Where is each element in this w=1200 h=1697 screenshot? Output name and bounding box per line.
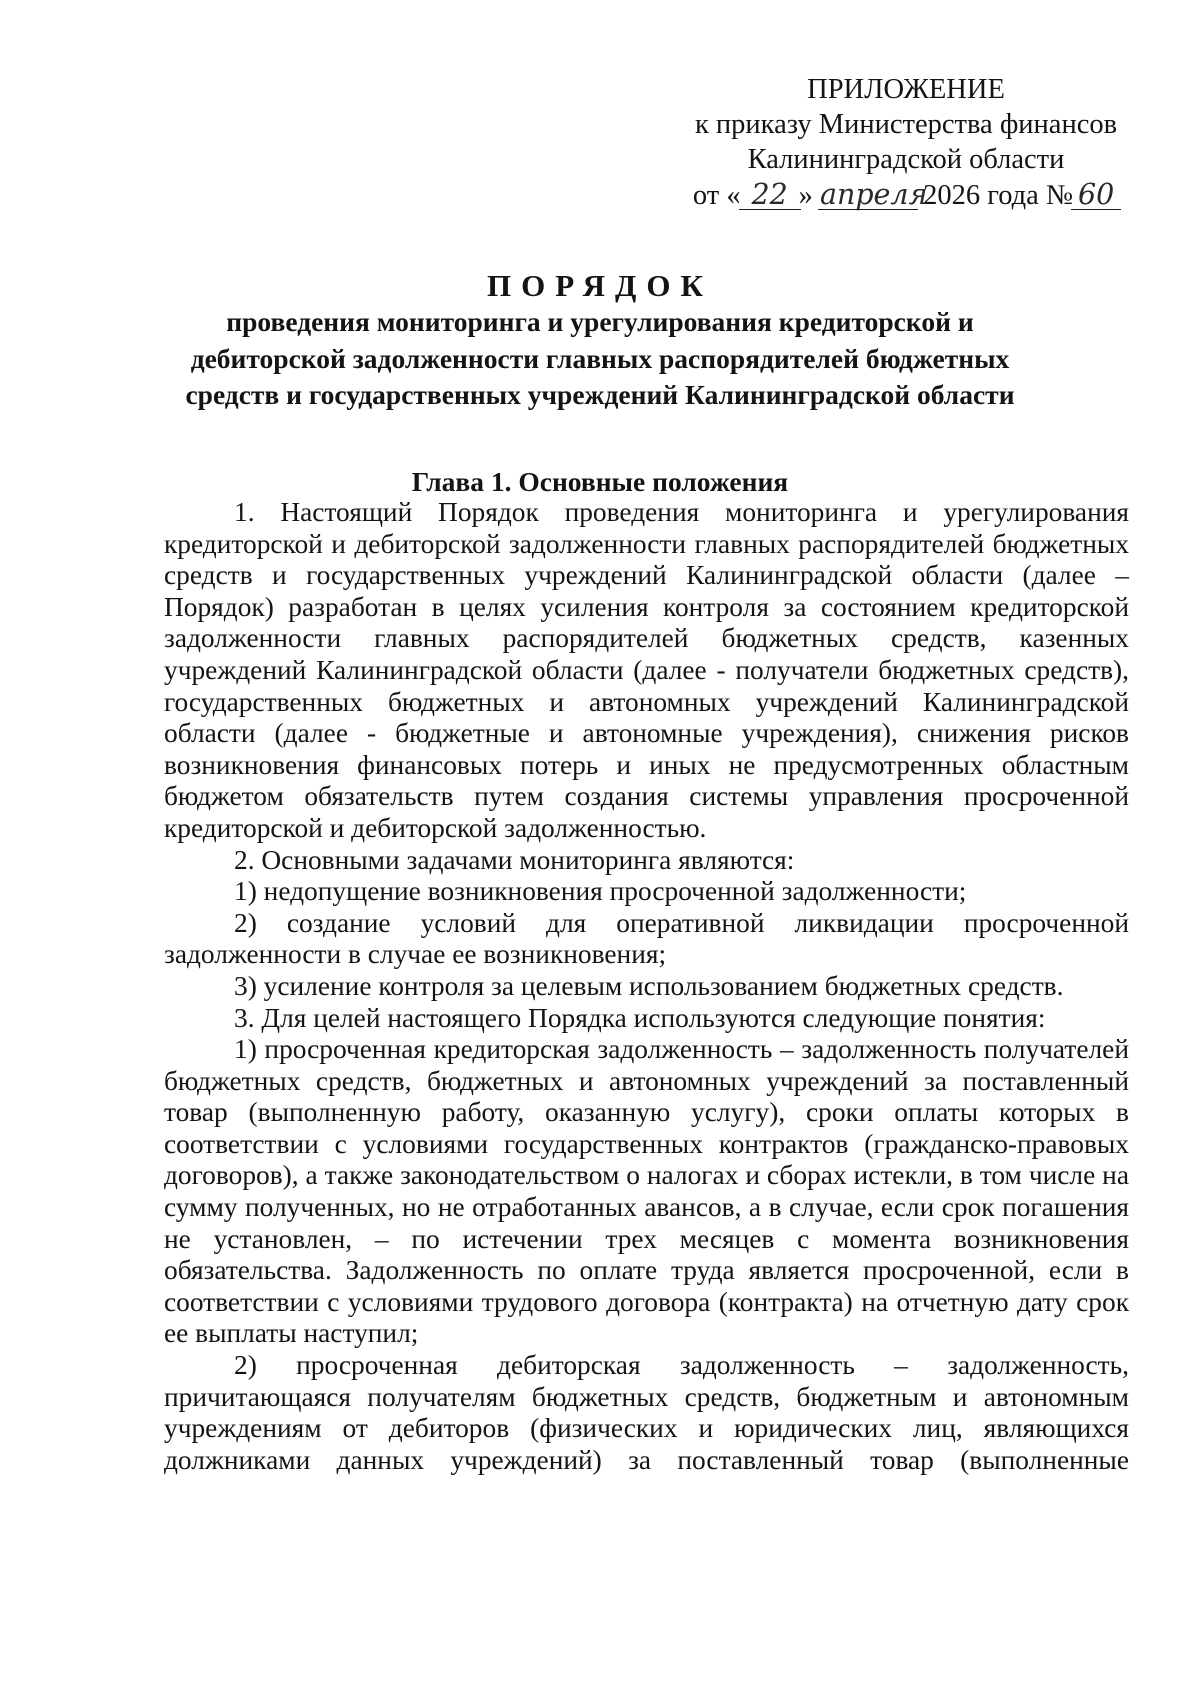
appendix-title: ПРИЛОЖЕНИЕ (807, 74, 1005, 105)
document-subtitle: проведения мониторинга и урегулирования кредиторской и дебиторской задолженности главных распорядителей бюджетных средств и государственных учреждений Калининградской области (185, 306, 1015, 410)
paragraph-2: 2. Основными задачами мониторинга являются: (234, 844, 795, 875)
handwritten-day: 22 (741, 177, 799, 212)
chapter-heading: Глава 1. Основные положения (411, 466, 789, 497)
handwritten-month: апреля (819, 178, 928, 211)
date-suffix: 2026 года № (923, 180, 1074, 211)
document-body (164, 497, 1129, 1476)
paragraph-2-item-1: 1) недопущение возникновения просроченной задолженности; (234, 876, 967, 907)
paragraph-3-item-1: 1) просроченная кредиторская задолженность – задолженность получателей бюджетных средств, бюджетных и автономных учреждений за поставленный товар (выполненную работу, оказанную услугу), сроки оплаты которых в соответствии с условиями государственных контрактов (гражданско-правовых договоров), а также законодательством о налогах и сборах истекли, в том числе на сумму полученных, но не отработанных авансов, а в случае, если срок погашения не установлен, – по истечении трех месяцев с момента возникновения обязательства. Задолженность по оплате труда является просроченной, если в соответствии с условиями трудового договора (контракта) на отчетную дату срок ее выплаты наступил; (164, 1034, 1129, 1349)
document-title: ПОРЯДОК (487, 268, 713, 303)
appendix-order-line: к приказу Министерства финансов (694, 109, 1118, 140)
paragraph-2-item-3: 3) усиление контроля за целевым использованием бюджетных средств. (234, 970, 1064, 1001)
paragraph-1: 1. Настоящий Порядок проведения мониторинга и урегулирования кредиторской и дебиторской задолженности главных распорядителей бюджетных средств и государственных учреждений Калининградской области (далее – Порядок) разработан в целях усиления контроля за состоянием кредиторской задолженности главных распорядителей бюджетных средств, казенных учреждений Калининградской области (далее - получатели бюджетных средств), государственных бюджетных и автономных учреждений Калининградской области (далее - бюджетные и автономные учреждения), снижения рисков возникновения финансовых потерь и иных не предусмотренных областным бюджетом обязательств путем создания системы управления просроченной кредиторской и дебиторской задолженностью. (164, 497, 1129, 843)
appendix-region-line: Калининградской области (747, 144, 1065, 175)
paragraph-3-item-2: 2) просроченная дебиторская задолженность – задолженность, причитающаяся получателям бюджетных средств, бюджетным и автономным учреждениям от дебиторов (физических и юридических лиц, являющихся должниками данных учреждений) за поставленный товар (выполненные (164, 1350, 1129, 1475)
appendix-block (676, 72, 1136, 213)
paragraph-2-item-2: 2) создание условий для оперативной ликвидации просроченной задолженности в случае ее возникновения; (164, 907, 1129, 970)
date-prefix: от « (692, 180, 741, 211)
appendix-date-line (676, 177, 1136, 213)
handwritten-number: 60 (1073, 177, 1119, 212)
paragraph-3: 3. Для целей настоящего Порядка используются следующие понятия: (234, 1002, 1046, 1033)
date-mid: » (798, 180, 813, 211)
